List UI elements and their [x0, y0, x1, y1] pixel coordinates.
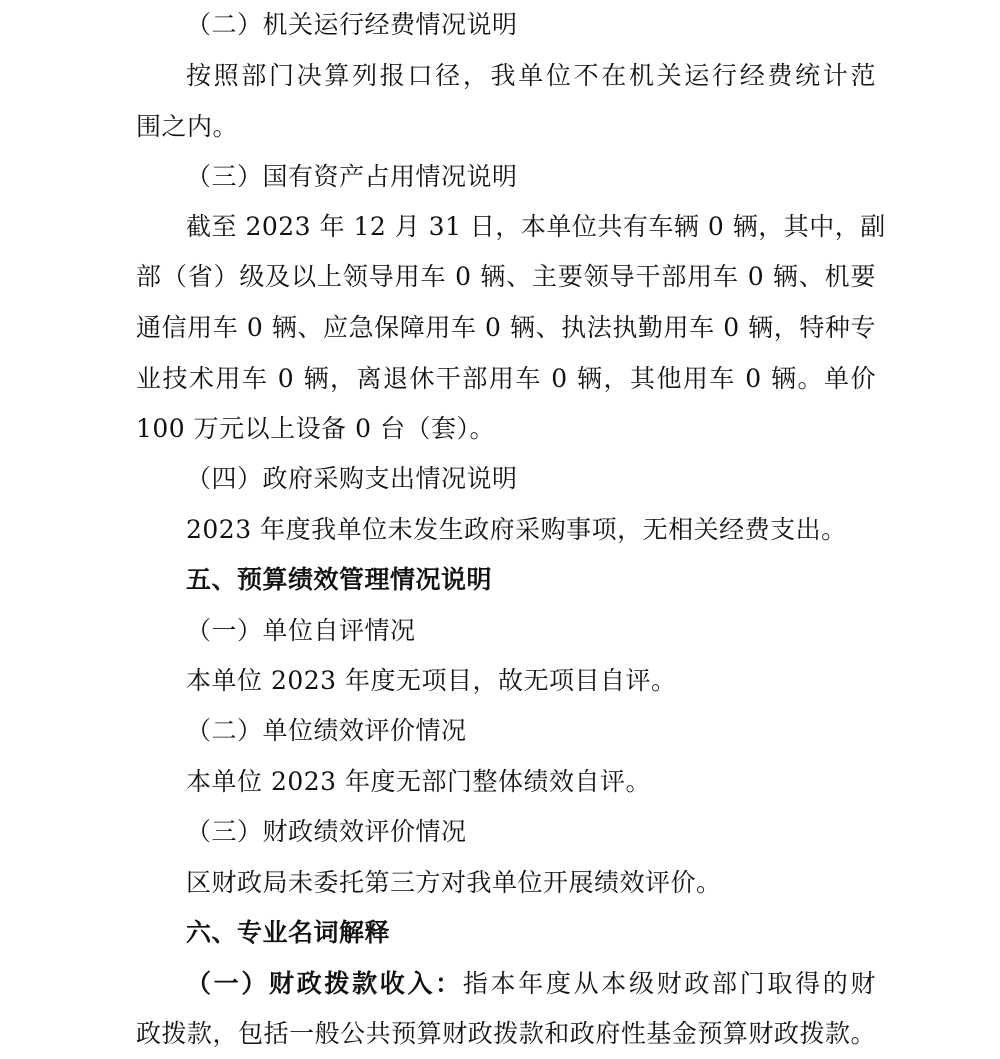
term-definition-start: 指本年度从本级财政部门取得的财: [462, 969, 876, 998]
section-heading-performance-management: 五、预算绩效管理情况说明: [186, 565, 493, 594]
paragraph-operating-funds-line2: 围之内。: [136, 112, 239, 141]
term-fiscal-allocation-income: （一）财政拨款收入：: [186, 969, 463, 998]
paragraph-unit-performance-evaluation: 本单位 2023 年度无部门整体绩效自评。: [186, 767, 652, 796]
subheading-fiscal-performance-evaluation: （三）财政绩效评价情况: [186, 817, 467, 846]
paragraph-fiscal-allocation-line1: [186, 969, 876, 999]
section-heading-terminology: 六、专业名词解释: [186, 918, 391, 947]
paragraph-operating-funds-line1: 按照部门决算列报口径，我单位不在机关运行经费统计范: [186, 61, 876, 90]
paragraph-state-assets-line2: 部（省）级及以上领导用车 0 辆、主要领导干部用车 0 辆、机要: [136, 262, 876, 291]
subheading-unit-performance-evaluation: （二）单位绩效评价情况: [186, 716, 467, 745]
paragraph-fiscal-performance-evaluation: 区财政局未委托第三方对我单位开展绩效评价。: [186, 868, 722, 897]
paragraph-government-procurement: 2023 年度我单位未发生政府采购事项，无相关经费支出。: [186, 515, 847, 544]
paragraph-self-evaluation: 本单位 2023 年度无项目，故无项目自评。: [186, 666, 677, 695]
subheading-self-evaluation: （一）单位自评情况: [186, 616, 416, 645]
paragraph-state-assets-line4: 业技术用车 0 辆，离退休干部用车 0 辆，其他用车 0 辆。单价: [136, 364, 876, 393]
subheading-government-procurement: （四）政府采购支出情况说明: [186, 464, 518, 493]
paragraph-state-assets-line5: 100 万元以上设备 0 台（套）。: [136, 414, 495, 443]
paragraph-fiscal-allocation-line2: 政拨款，包括一般公共预算财政拨款和政府性基金预算财政拨款。: [136, 1019, 876, 1048]
paragraph-state-assets-line1: 截至 2023 年 12 月 31 日，本单位共有车辆 0 辆，其中，副: [186, 212, 886, 241]
paragraph-state-assets-line3: 通信用车 0 辆、应急保障用车 0 辆、执法执勤用车 0 辆，特种专: [136, 313, 876, 342]
subheading-state-assets: （三）国有资产占用情况说明: [186, 162, 518, 191]
subheading-operating-funds: （二）机关运行经费情况说明: [186, 10, 518, 39]
